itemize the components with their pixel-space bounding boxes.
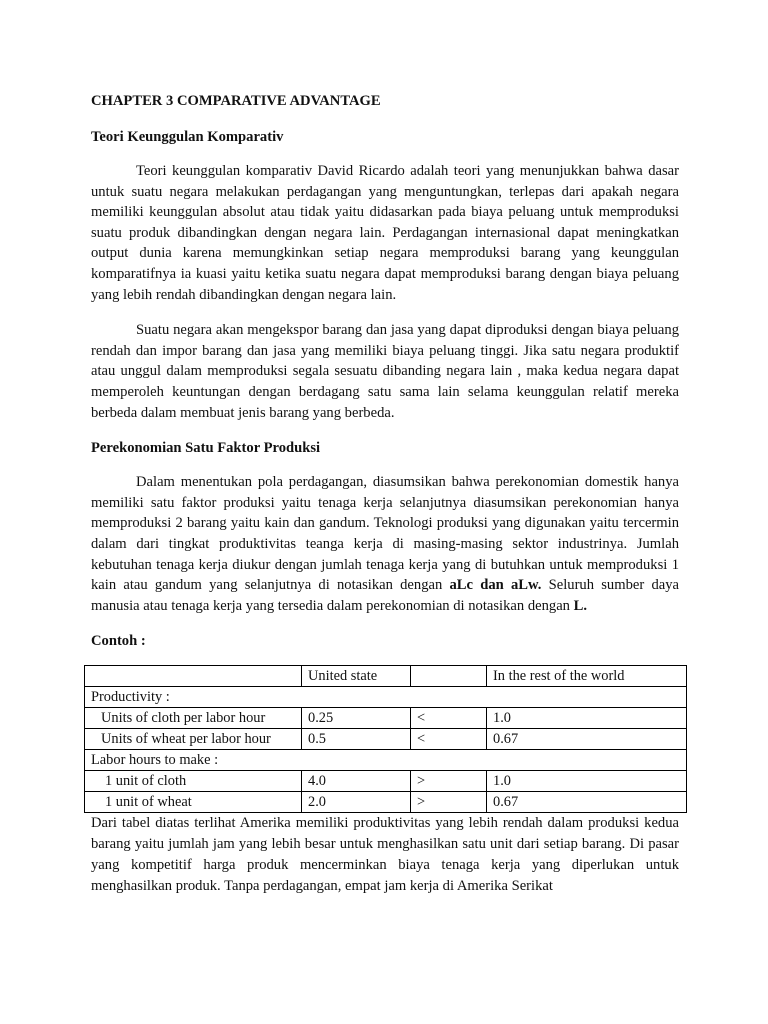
table-row [85,792,687,813]
table-cell: > [411,771,487,792]
paragraph-text: Dalam menentukan pola perdagangan, diasumsikan bahwa perekonomian domestik hanya memiliki satu faktor produksi yaitu tenaga kerja selanjutnya diasumsikan perekonomian hanya memproduksi 2 barang yaitu kain dan gandum. Teknologi produksi yang digunakan yaitu tercermin dalam dari tingkat produktivitas teanga kerja di masing-masing sektor industrinya. Jumlah kebutuhan tenaga kerja diukur dengan jumlah tenaga kerja yang di butuhkan untuk memproduksi 1 kain atau gandum yang selanjutnya di notasikan dengan [91,474,679,594]
table-cell: 4.0 [302,771,411,792]
example-label: Contoh : [91,633,146,650]
section-heading-one-factor: Perekonomian Satu Faktor Produksi [91,440,321,457]
table-header-cell: In the rest of the world [487,666,687,687]
table-cell: 2.0 [302,792,411,813]
notation-alc-alw: aLc dan aLw. [449,577,542,594]
table-header-cell: United state [302,666,411,687]
table-row-label: Units of wheat per labor hour [85,729,302,750]
paragraph-export-import: Suatu negara akan mengekspor barang dan jasa yang dapat diproduksi dengan biaya peluang rendah dan impor barang dan jasa yang memiliki biaya peluang tinggi. Jika satu negara produktif atau unggul dalam memproduksi segala sesuatu dibanding negara lain , maka kedua negara dapat memperoleh keuntungan dengan berdagang satu sama lain selama keunggulan relatif mereka berbeda dalam membuat jenis barang yang berbeda. [91,322,679,421]
table-cell: 0.67 [487,729,687,750]
table-header-row [85,666,687,687]
notation-l: L. [573,597,588,614]
table-cell: 1.0 [487,771,687,792]
table-cell: > [411,792,487,813]
table-cell: < [411,729,487,750]
chapter-title: CHAPTER 3 COMPARATIVE ADVANTAGE [91,93,381,109]
table-row [85,729,687,750]
table-cell: 0.25 [302,708,411,729]
table-row-label: 1 unit of cloth [85,771,302,792]
table-row [85,771,687,792]
table-row-label: Units of cloth per labor hour [85,708,302,729]
productivity-table [84,665,687,813]
table-header-cell [85,666,302,687]
table-section-label: Labor hours to make : [85,750,687,771]
table-row-label: 1 unit of wheat [85,792,302,813]
paragraph-text: Seluruh sumber daya manusia atau tenaga kerja yang tersedia dalam perekonomian di notasikan dengan [91,577,679,614]
paragraph-ricardo-theory: Teori keunggulan komparativ David Ricardo adalah teori yang menunjukkan bahwa dasar untuk suatu negara melakukan perdagangan yang menguntungkan, terlepas dari apakah negara memiliki keunggulan absolut atau tidak yaitu didasarkan pada biaya peluang untuk memproduksi suatu produk dibandingkan dengan negara lain. Perdagangan internasional dapat meningkatkan output dunia karena memungkinkan setiap negara memproduksi barang yang keunggulan komparatifnya ia kuasi yaitu ketika suatu negara dapat memproduksi barang dengan biaya peluang yang lebih rendah dibandingkan dengan negara lain. [91,163,679,303]
document-content [91,91,679,897]
table-section-label: Productivity : [85,687,687,708]
section-heading-comparative: Teori Keunggulan Komparativ [91,129,284,145]
table-section-row [85,687,687,708]
paragraph-table-analysis: Dari tabel diatas terlihat Amerika memiliki produktivitas yang lebih rendah dalam produksi kedua barang yaitu jumlah jam yang lebih besar untuk menghasilkan satu unit dari setiap barang. Di pasar yang kompetitif harga produk mencerminkan biaya tenaga kerja yang diperlukan untuk menghasilkan produk. Tanpa perdagangan, empat jam kerja di Amerika Serikat [91,815,679,895]
table-cell: < [411,708,487,729]
table-cell: 0.67 [487,792,687,813]
table-cell: 0.5 [302,729,411,750]
table-row [85,708,687,729]
table-header-cell [411,666,487,687]
paragraph-one-factor [91,472,679,616]
table-cell: 1.0 [487,708,687,729]
table-section-row [85,750,687,771]
